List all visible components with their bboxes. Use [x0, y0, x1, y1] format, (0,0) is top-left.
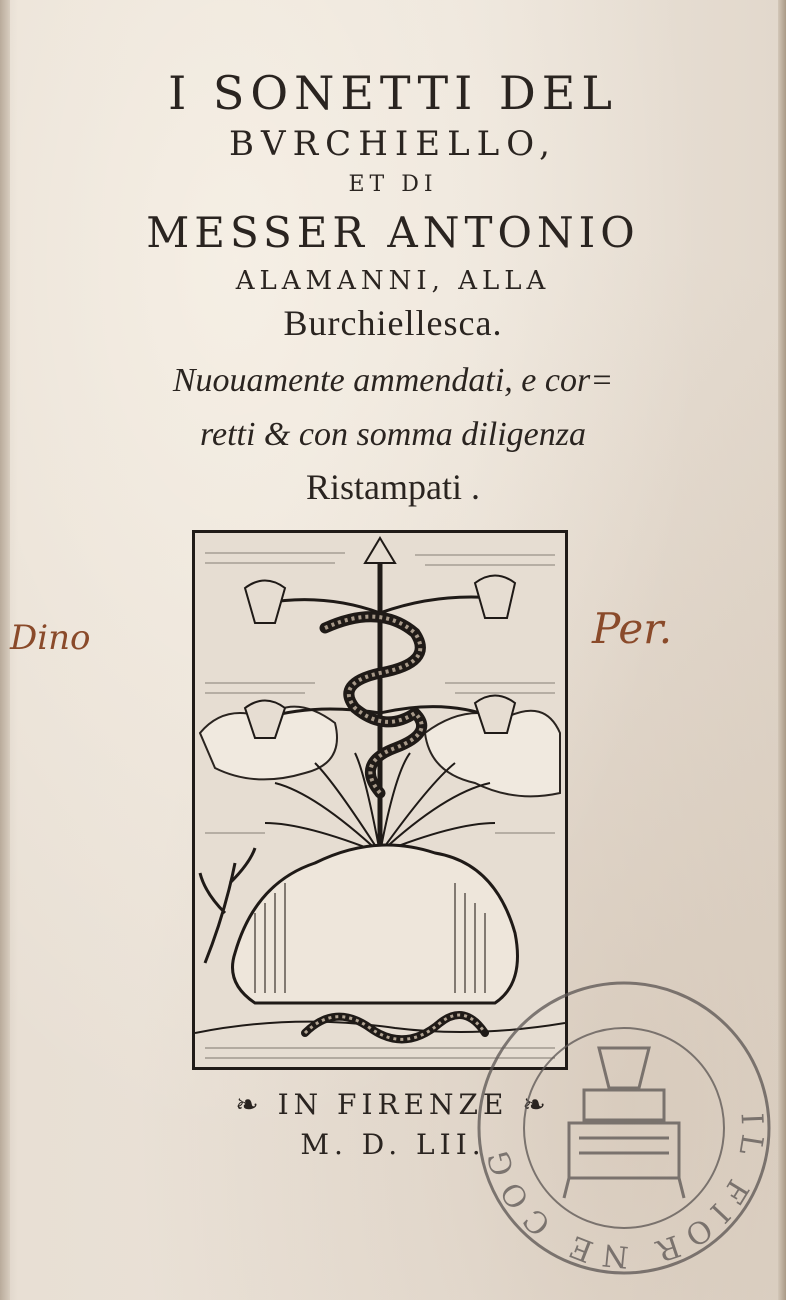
- fleuron-left-icon: ❧: [235, 1088, 278, 1121]
- imprint-year: M. D. LII.: [300, 1128, 486, 1161]
- svg-text:IL FIOR NE COGLIE *: IL FIOR NE COG: [479, 1112, 770, 1275]
- title-line-2: BVRCHIELLO,: [229, 124, 557, 164]
- subtitle-line-3: Ristampati .: [306, 467, 480, 507]
- title-line-5: ALAMANNI, ALLA: [235, 266, 551, 296]
- handwritten-annotation-left: Dino: [10, 618, 91, 658]
- imprint-place-text: IN FIRENZE: [277, 1088, 509, 1121]
- subtitle-line-1: Nuouamente ammendati, e cor=: [172, 362, 614, 399]
- subtitle-line-2: retti & con somma diligenza: [200, 416, 586, 453]
- title-line-3: ET DI: [348, 172, 438, 197]
- handwritten-annotation-right: Per.: [592, 604, 673, 653]
- title-line-4: MESSER ANTONIO: [146, 208, 640, 257]
- stamp-seal-icon: [474, 978, 774, 1278]
- title-line-6: Burchiellesca.: [283, 303, 503, 343]
- title-line-1: I SONETTI DEL: [168, 66, 618, 120]
- library-stamp: [474, 978, 774, 1278]
- fleuron-right-icon: ❧: [508, 1088, 551, 1121]
